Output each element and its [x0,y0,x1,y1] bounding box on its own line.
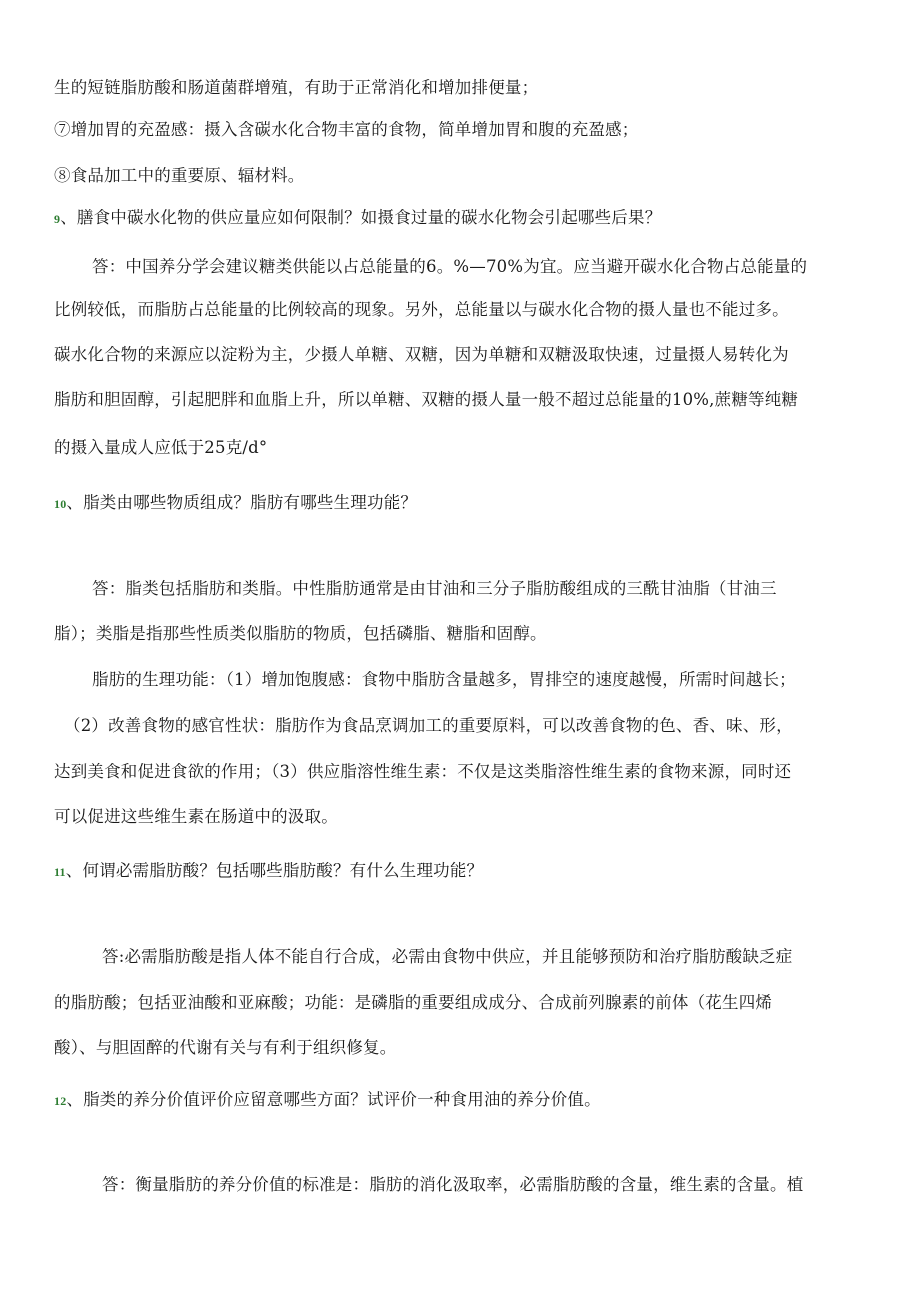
question-number: 11 [54,865,66,879]
answer-11-line-3: 酸）、与胆固醉的代谢有关与有利于组织修复。 [54,1038,397,1057]
question-10-heading [54,492,417,515]
question-title: 、脂类由哪些物质组成？脂肪有哪些生理功能？ [66,493,418,512]
answer-9-line-2: 比例较低，而脂肪占总能量的比例较高的现象。另外，总能量以与碳水化合物的摄人量也不能过多。 [54,300,789,319]
question-title: 、脂类的养分价值评价应留意哪些方面？试评价一种食用油的养分价值。 [66,1090,601,1109]
intro-line-2: ⑦增加胃的充盈感：摄入含碳水化合物丰富的食物，简单增加胃和腹的充盈感； [54,120,639,139]
question-9-heading [54,207,661,230]
answer-10-line-2: 脂）；类脂是指那些性质类似脂肪的物质，包括磷脂、糖脂和固醇。 [54,624,547,643]
answer-9-line-4: 脂肪和胆固醇，引起肥胖和血脂上升，所以单糖、双糖的摄人量一般不超过总能量的10%,蔗糖等纯糖 [54,390,799,409]
answer-9-line-5: 的摄入量成人应低于25克/d° [54,438,268,457]
answer-10-line-6: 可以促进这些维生素在肠道中的汲取。 [54,807,338,826]
intro-line-3: ⑧食品加工中的重要原、辐材料。 [54,166,305,185]
question-number: 9 [54,212,61,226]
answer-11-line-2: 的脂肪酸；包括亚油酸和亚麻酸；功能：是磷脂的重要组成成分、合成前列腺素的前体（花生四烯 [54,993,773,1012]
answer-10-line-3: 脂肪的生理功能：（1）增加饱腹感：食物中脂肪含量越多，胃排空的速度越慢，所需时间越长； [92,670,796,689]
question-12-heading [54,1089,601,1112]
question-title: 、膳食中碳水化物的供应量应如何限制？如摄食过量的碳水化物会引起哪些后果？ [60,208,662,227]
answer-9-line-1: 答：中国养分学会建议糖类供能以占总能量的6。%—70%为宜。应当避开碳水化合物占总能量的 [92,257,808,276]
question-number: 10 [54,497,67,511]
answer-11-line-1: 答:必需脂肪酸是指人体不能自行合成，必需由食物中供应，并且能够预防和治疗脂肪酸缺乏症 [102,947,793,966]
answer-10-line-4: （2）改善食物的感官性状：脂肪作为食品烹调加工的重要原料，可以改善食物的色、香、味、形， [64,716,793,735]
intro-line-1: 生的短链脂肪酸和肠道菌群增殖，有助于正常消化和增加排便量； [54,78,539,97]
question-number: 12 [54,1094,67,1108]
answer-10-line-1: 答：脂类包括脂肪和类脂。中性脂肪通常是由甘油和三分子脂肪酸组成的三酰甘油脂（甘油三 [92,579,777,598]
question-11-heading [54,860,483,883]
answer-9-line-3: 碳水化合物的来源应以淀粉为主，少摄人单糖、双糖，因为单糖和双糖汲取快速，过量摄人易转化为 [54,345,789,364]
answer-10-line-5: 达到美食和促进食欲的作用；（3）供应脂溶性维生素：不仅是这类脂溶性维生素的食物来源，同时还 [54,762,792,781]
question-title: 、何谓必需脂肪酸？包括哪些脂肪酸？有什么生理功能？ [65,861,484,880]
answer-12-line-1: 答：衡量脂肪的养分价值的标准是：脂肪的消化汲取率，必需脂肪酸的含量，维生素的含量。植 [102,1175,804,1194]
